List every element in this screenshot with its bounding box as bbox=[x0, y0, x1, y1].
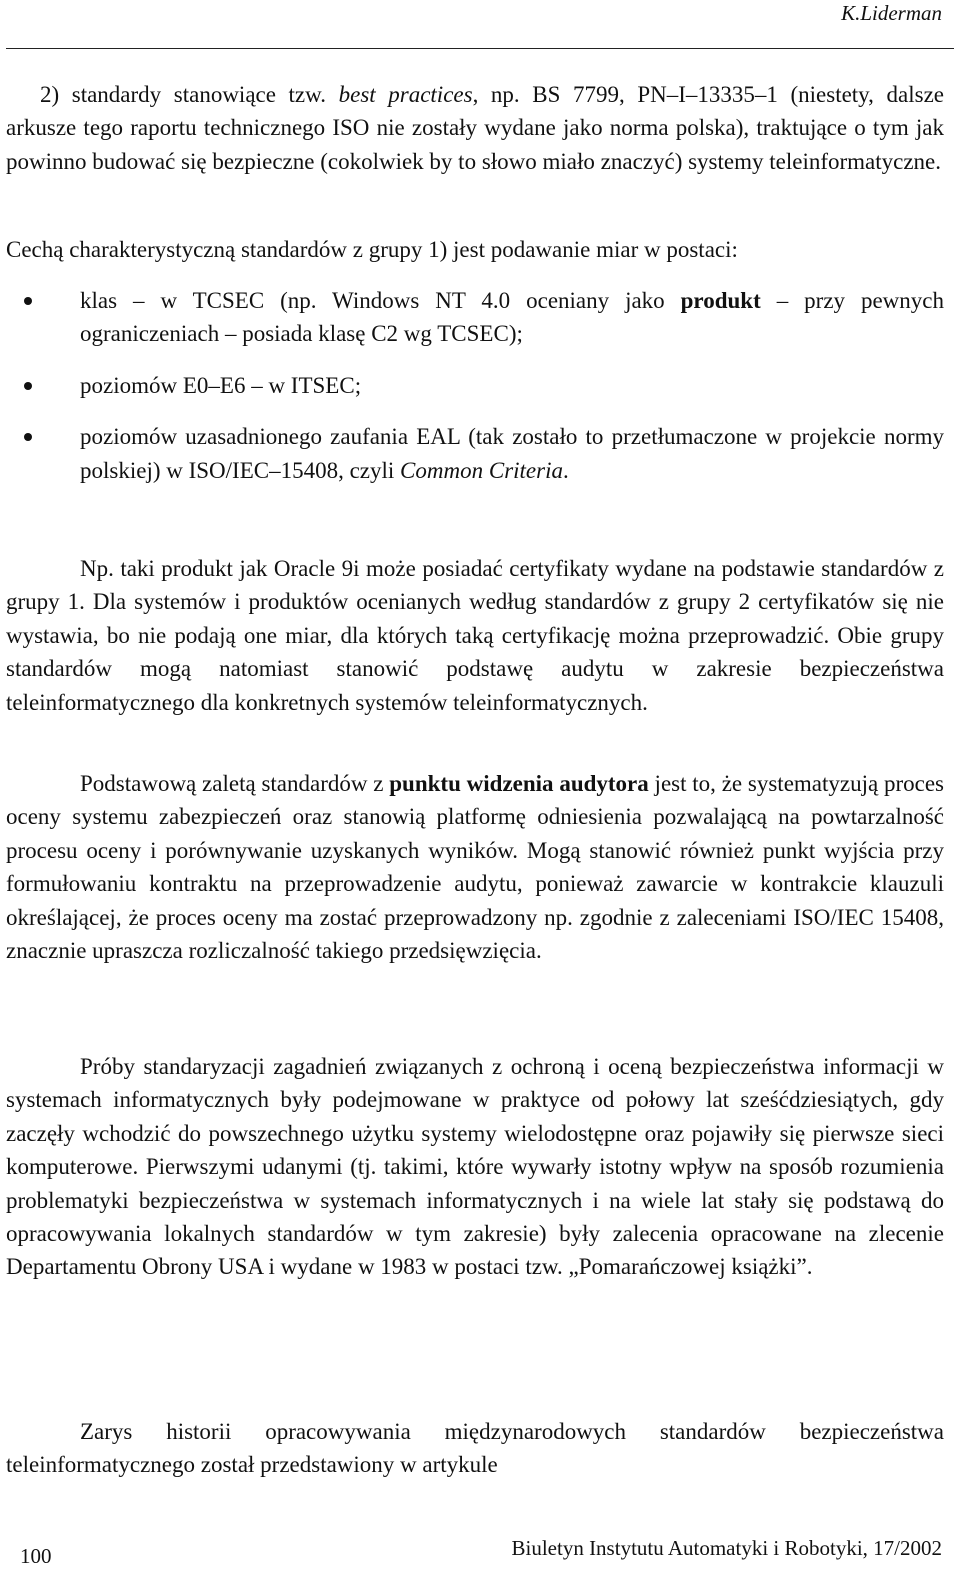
list-item-text: poziomów E0–E6 – w ITSEC; bbox=[80, 372, 362, 398]
measures-list bbox=[6, 284, 944, 487]
bullet-icon bbox=[24, 382, 32, 390]
page-number: 100 bbox=[20, 1544, 52, 1568]
emphasis-best-practices: best practices bbox=[338, 82, 473, 107]
journal-footer: Biuletyn Instytutu Automatyki i Robotyki, 17/2002 bbox=[511, 1536, 942, 1560]
paragraph-text: Podstawową zaletą standardów z bbox=[80, 771, 390, 796]
paragraph-standards-group-2 bbox=[6, 78, 944, 178]
paragraph-certification: Np. taki produkt jak Oracle 9i może posiadać certyfikaty wydane na podstawie standardów z grupy 1. Dla systemów i produktów ocenianych według standardów z grupy 2 certyfikatów się nie wystawia, bo nie podają one miar, dla których taką certyfikację można przeprowadzić. Obie grupy standardów mogą natomiast stanowić podstawę audytu w zakresie bezpieczeństwa teleinformatycznego dla konkretnych systemów teleinformatycznych. bbox=[6, 556, 944, 715]
emphasis-auditor-viewpoint: punktu widzenia audytora bbox=[389, 771, 649, 796]
bullet-icon bbox=[24, 433, 32, 441]
paragraph-auditor-advantage bbox=[6, 767, 944, 967]
bullet-icon bbox=[24, 297, 32, 305]
paragraph-text: jest to, że systematyzują proces oceny systemu zabezpieczeń oraz stanowią platformę odniesienia pozwalającą na powtarzalność procesu oceny i porównywanie uzyskanych wyników. Mogą stanowić również punkt wyjścia przy formułowaniu kontraktu na przeprowadzenie audytu, ponieważ zawarcie w kontrakcie klauzuli określającej, że proces oceny ma zostać przeprowadzony np. zgodnie z zaleceniami ISO/IEC 15408, znacznie upraszcza rozliczalność takiego przedsięwzięcia. bbox=[6, 771, 944, 964]
list-item-text: klas – w TCSEC (np. Windows NT 4.0 oceniany jako bbox=[80, 288, 681, 313]
paragraph-text: 2) standardy stanowiące tzw. bbox=[40, 82, 339, 107]
list-item bbox=[6, 420, 944, 487]
emphasis-common-criteria: Common Criteria bbox=[400, 457, 563, 483]
list-item bbox=[6, 369, 944, 402]
paragraph-history-outline: Zarys historii opracowywania międzynarodowych standardów bezpieczeństwa teleinformatycznego został przedstawiony w artykule bbox=[6, 1419, 944, 1478]
list-item-text: poziomów uzasadnionego zaufania EAL (tak zostało to przetłumaczone w projekcie normy polskiej) w ISO/IEC–15408, czyli bbox=[80, 424, 944, 483]
running-header-author: K.Liderman bbox=[841, 1, 942, 25]
header-divider bbox=[6, 48, 954, 49]
paragraph-standardization-history: Próby standaryzacji zagadnień związanych z ochroną i oceną bezpieczeństwa informacji w systemach informatycznych były podejmowane w praktyce od połowy lat sześćdziesiątych, gdy zaczęły wchodzić do powszechnego użytku systemy wielodostępne oraz pojawiły się pierwsze sieci komputerowe. Pierwszymi udanymi (tj. takimi, które wywarły istotny wpływ na sposób rozumienia problematyki bezpieczeństwa w systemach informatycznych i na wiele lat stały się podstawą do opracowywania lokalnych standardów w tym zakresie) były zalecenia opracowane na zlecenie Departamentu Obrony USA i wydane w 1983 w postaci tzw. „Pomarańczowej książki”. bbox=[6, 1054, 944, 1280]
list-item-text: – przy pewnych ograniczeniach – posiada klasę C2 wg TCSEC); bbox=[80, 288, 945, 347]
paragraph-measures-intro: Cechą charakterystyczną standardów z grupy 1) jest podawanie miar w postaci: bbox=[6, 237, 738, 262]
paragraph-text: , np. BS 7799, PN–I–13335–1 (niestety, dalsze arkusze tego raportu technicznego ISO nie zostały wydane jako norma polska), traktujące o tym jak powinno budować się bezpieczne (cokolwiek by to słowo miało znaczyć) systemy teleinformatyczne. bbox=[6, 82, 944, 174]
emphasis-produkt: produkt bbox=[680, 288, 761, 313]
list-item-text: . bbox=[562, 457, 569, 483]
list-item bbox=[6, 284, 944, 351]
